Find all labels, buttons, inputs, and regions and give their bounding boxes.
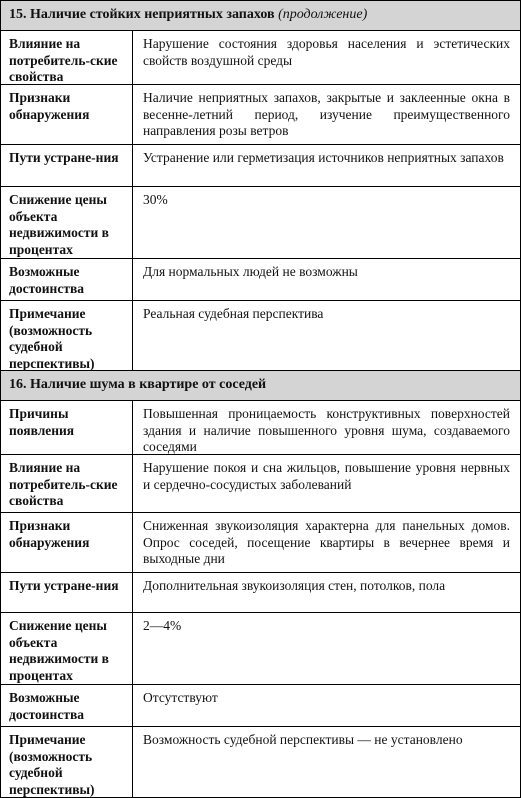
row-value: Дополнительная звукоизоляция стен, потолков, пола xyxy=(143,578,446,593)
table-row xyxy=(1,613,520,685)
section-15-continuation-note: (продолжение) xyxy=(278,7,368,22)
section-16-title: 16. Наличие шума в квартире от соседей xyxy=(9,377,267,392)
row-label: Влияние на потребитель-ские свойства xyxy=(1,31,133,84)
table-row xyxy=(1,573,520,613)
row-label: Возможные достоинства xyxy=(1,259,133,300)
row-value: Повышенная проницаемость конструктивных поверхностей здания и наличие повышенного уровня шума, создаваемого соседями xyxy=(143,406,510,454)
table-row xyxy=(1,259,520,301)
row-label: Возможные достоинства xyxy=(1,685,133,726)
table-row xyxy=(1,513,520,573)
row-value: Наличие неприятных запахов, закрытые и заклеенные окна в весенне-летний период, изучение преимущественного направления розы ветров xyxy=(143,90,510,138)
table-row xyxy=(1,301,520,371)
row-value: Нарушение покоя и сна жильцов, повышение уровня нервных и сердечно-сосудистых заболеваний xyxy=(143,460,510,492)
table-row xyxy=(1,85,520,145)
section-15-title: 15. Наличие стойких неприятных запахов xyxy=(9,7,275,22)
table-row xyxy=(1,145,520,187)
row-label: Примечание (возможность судебной перспективы) xyxy=(1,727,133,797)
row-value: Устранение или герметизация источников неприятных запахов xyxy=(143,150,504,165)
table-row xyxy=(1,727,520,797)
row-value: Реальная судебная перспектива xyxy=(143,306,324,321)
section-15-header xyxy=(1,1,520,31)
row-value: Нарушение состояния здоровья населения и эстетических свойств воздушной среды xyxy=(143,36,510,68)
table-row xyxy=(1,187,520,259)
row-value: 2—4% xyxy=(143,618,182,633)
row-value: Отсутствуют xyxy=(143,690,218,705)
row-value: Для нормальных людей не возможны xyxy=(143,264,358,279)
row-value: 30% xyxy=(143,192,168,207)
row-label: Признаки обнаружения xyxy=(1,513,133,572)
row-label: Пути устране-ния xyxy=(1,145,133,186)
table-row xyxy=(1,685,520,727)
row-label: Признаки обнаружения xyxy=(1,85,133,144)
table-row xyxy=(1,401,520,455)
table-row xyxy=(1,31,520,85)
section-16-header xyxy=(1,371,520,401)
row-value: Сниженная звукоизоляция характерна для панельных домов. Опрос соседей, посещение квартиры в вечернее время и выходные дни xyxy=(143,518,510,566)
row-value: Возможность судебной перспективы — не установлено xyxy=(143,732,463,747)
table-row xyxy=(1,455,520,513)
row-label: Пути устране-ния xyxy=(1,573,133,612)
row-label: Примечание (возможность судебной перспективы) xyxy=(1,301,133,370)
row-label: Причины появления xyxy=(1,401,133,454)
row-label: Влияние на потребитель-ские свойства xyxy=(1,455,133,512)
row-label: Снижение цены объекта недвижимости в процентах xyxy=(1,187,133,258)
row-label: Снижение цены объекта недвижимости в процентах xyxy=(1,613,133,684)
